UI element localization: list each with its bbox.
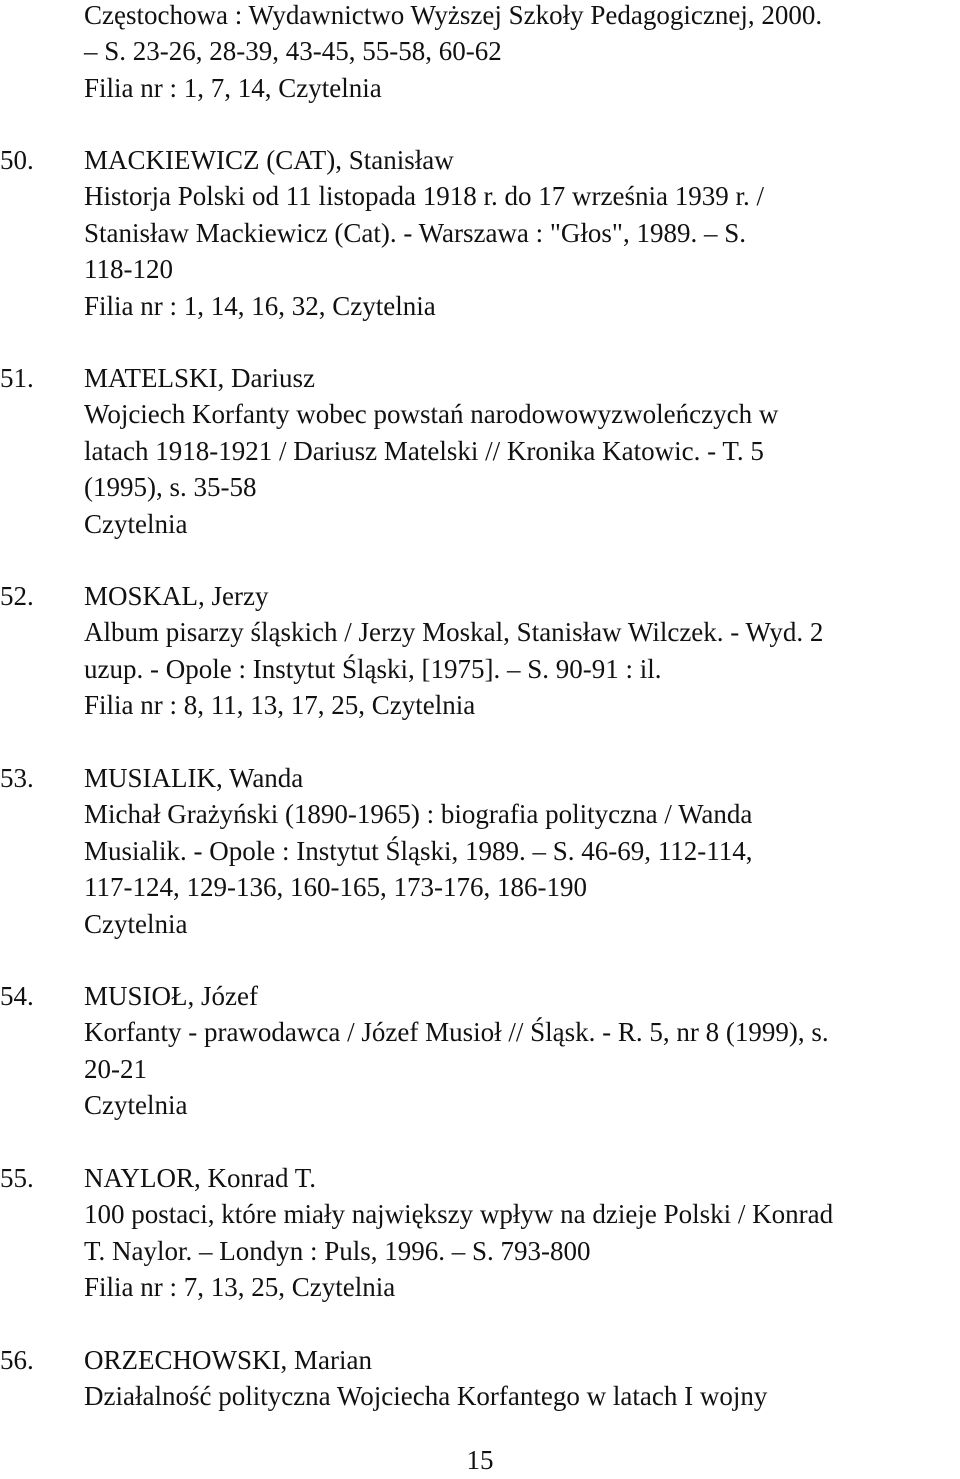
entry-description-line: 20-21 — [84, 1053, 147, 1084]
entry-body — [84, 1342, 960, 1415]
entry-number: 55. — [0, 1163, 34, 1193]
entry-description-line: Historja Polski od 11 listopada 1918 r. do 17 września 1939 r. / — [84, 181, 764, 212]
entry-description-line: Michał Grażyński (1890-1965) : biografia polityczna / Wanda — [84, 799, 753, 830]
entry-number: 52. — [0, 581, 34, 611]
page-number: 15 — [466, 1445, 494, 1475]
entry-description-line: Musialik. - Opole : Instytut Śląski, 1989. – S. 46-69, 112-114, — [84, 835, 753, 866]
entry-author: MATELSKI, Dariusz — [84, 363, 315, 393]
entry-author: NAYLOR, Konrad T. — [84, 1163, 316, 1193]
entry-description-line: (1995), s. 35-58 — [84, 472, 257, 503]
entry-location: Filia nr : 8, 11, 13, 17, 25, Czytelnia — [84, 690, 476, 721]
entry-description-line: latach 1918-1921 / Dariusz Matelski // Kronika Katowic. - T. 5 — [84, 435, 764, 466]
entry-author: ORZECHOWSKI, Marian — [84, 1345, 372, 1375]
entry-body — [84, 142, 960, 324]
entry-number: 54. — [0, 981, 34, 1011]
entry-location: Czytelnia — [84, 1090, 188, 1121]
entry-location: Czytelnia — [84, 908, 188, 939]
entry-description-line: 118-120 — [84, 254, 173, 285]
continued-entry-location: Filia nr : 1, 7, 14, Czytelnia — [84, 72, 382, 103]
entry-description-line: T. Naylor. – Londyn : Puls, 1996. – S. 793-800 — [84, 1235, 591, 1266]
entry-author: MUSIOŁ, Józef — [84, 981, 258, 1011]
entry-body — [84, 978, 960, 1124]
entry-description-line: Stanisław Mackiewicz (Cat). - Warszawa : "Głos", 1989. – S. — [84, 217, 746, 248]
entry-description-line: Korfanty - prawodawca / Józef Musioł // Śląsk. - R. 5, nr 8 (1999), s. — [84, 1017, 829, 1048]
entry-description-line: Wojciech Korfanty wobec powstań narodowowyzwoleńczych w — [84, 399, 779, 430]
entry-body — [84, 1160, 960, 1306]
entry-number: 53. — [0, 763, 34, 793]
entry-location: Czytelnia — [84, 508, 188, 539]
entry-description-line: Album pisarzy śląskich / Jerzy Moskal, Stanisław Wilczek. - Wyd. 2 — [84, 617, 824, 648]
entry-number: 51. — [0, 363, 34, 393]
continued-entry — [84, 0, 960, 106]
entry-description-line: 100 postaci, które miały największy wpływ na dzieje Polski / Konrad — [84, 1199, 834, 1230]
entry-author: MOSKAL, Jerzy — [84, 581, 269, 611]
continued-entry-line: – S. 23-26, 28-39, 43-45, 55-58, 60-62 — [84, 36, 502, 67]
entry-number: 50. — [0, 145, 34, 175]
continued-entry-line: Częstochowa : Wydawnictwo Wyższej Szkoły Pedagogicznej, 2000. — [84, 0, 823, 30]
entry-location: Filia nr : 1, 14, 16, 32, Czytelnia — [84, 290, 436, 321]
entry-body — [84, 578, 960, 724]
entry-author: MACKIEWICZ (CAT), Stanisław — [84, 145, 454, 175]
entry-description-line: uzup. - Opole : Instytut Śląski, [1975]. – S. 90-91 : il. — [84, 653, 662, 684]
entry-author: MUSIALIK, Wanda — [84, 763, 304, 793]
entry-body — [84, 360, 960, 542]
entry-body — [84, 760, 960, 942]
entry-description-line: Działalność polityczna Wojciecha Korfantego w latach I wojny — [84, 1381, 768, 1412]
entry-description-line: 117-124, 129-136, 160-165, 173-176, 186-190 — [84, 872, 587, 903]
entry-location: Filia nr : 7, 13, 25, Czytelnia — [84, 1272, 396, 1303]
entry-number: 56. — [0, 1345, 34, 1375]
